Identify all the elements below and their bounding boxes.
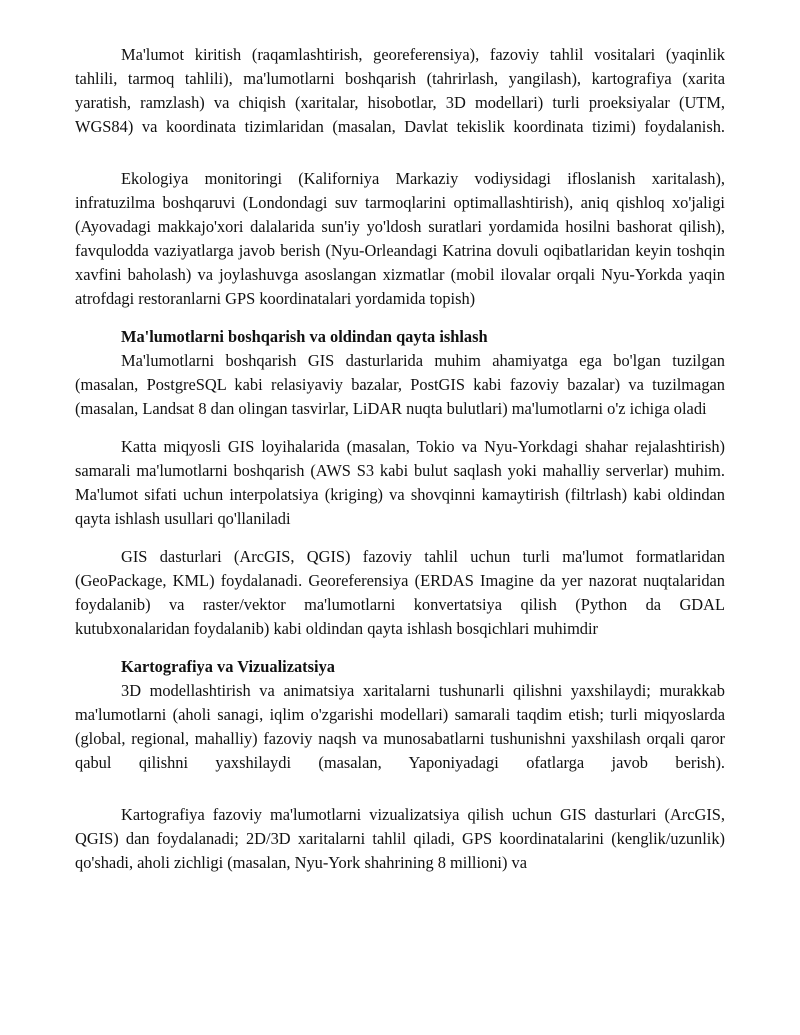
paragraph-gis-functions: Ma'lumot kiritish (raqamlashtirish, georeferensiya), fazoviy tahlil vositalari (yaqinlik tahlili, tarmoq tahlili), ma'lumotlarni boshqarish (tahrirlash, yangilash), kartografiya (xarita yaratish, ramzlash) va chiqish (xaritalar, hisobotlar, 3D modellari) turli proeksiyalar (UTM, WGS84) va koordinata tizimlaridan (masalan, Davlat tekislik koordinata tizimi) foydalanish.: [75, 45, 725, 136]
paragraph-3d-modelling: 3D modellashtirish va animatsiya xaritalarni tushunarli qilishni yaxshilaydi; murakkab ma'lumotlarni (aholi sanagi, iqlim o'zgarishi modellari) samarali taqdim etish; turli miqyoslarda (global, regional, mahalliy) fazoviy naqsh va munosabatlarni tushunishni yaxshilash orqali qaror qabul qilishni yaxshilaydi (masalan, Yaponiyadagi ofatlarga javob berish).: [75, 681, 725, 772]
paragraph-large-projects: Katta miqyosli GIS loyihalarida (masalan, Tokio va Nyu-Yorkdagi shahar rejalashtirish) samarali ma'lumotlarni boshqarish (AWS S3 kabi bulut saqlash yoki mahalliy serverlar) muhim. Ma'lumot sifati uchun interpolatsiya (kriging) va shovqinni kamaytirish (filtrlash) kabi oldindan qayta ishlash usullari qo'llaniladi: [75, 437, 725, 528]
paragraph-data-management: Ma'lumotlarni boshqarish GIS dasturlarida muhim ahamiyatga ega bo'lgan tuzilgan (masalan, PostgreSQL kabi relasiyaviy bazalar, PostGIS kabi fazoviy bazalar) va tuzilmagan (masalan, Landsat 8 dan olingan tasvirlar, LiDAR nuqta bulutlari) ma'lumotlarni o'z ichiga oladi: [75, 351, 725, 418]
paragraph-data-formats: GIS dasturlari (ArcGIS, QGIS) fazoviy tahlil uchun turli ma'lumot formatlaridan (GeoPackage, KML) foydalanadi. Georeferensiya (ERDAS Imagine da yer nazorat nuqtalaridan foydalanib) va raster/vektor ma'lumotlarni konvertatsiya qilish (Python da GDAL kutubxonalaridan foydalanib) kabi oldindan qayta ishlash bosqichlari muhimdir: [75, 547, 725, 638]
section-heading-data-management: Ma'lumotlarni boshqarish va oldindan qayta ishlash: [121, 327, 488, 346]
section-heading-cartography: Kartografiya va Vizualizatsiya: [121, 657, 335, 676]
paragraph-gis-applications: Ekologiya monitoringi (Kaliforniya Markaziy vodiysidagi ifloslanish xaritalash), infratuzilma boshqaruvi (Londondagi suv tarmoqlarini optimallashtirish), aniq qishloq xo'jaligi (Ayovadagi makkajo'xori dalalarida sun'iy yo'ldosh suratlari yordamida hosilni bashorat qilish), favqulodda vaziyatlarga javob berish (Nyu-Orleandagi Katrina dovuli oqibatlaridan keyin toshqin xavfini baholash) va joylashuvga asoslangan xizmatlar (mobil ilovalar orqali Nyu-Yorkda yaqin atrofdagi restoranlarni GPS koordinatalari yordamida topish): [75, 169, 725, 308]
paragraph-cartography-usage: Kartografiya fazoviy ma'lumotlarni vizualizatsiya qilish uchun GIS dasturlari (ArcGIS, QGIS) dan foydalanadi; 2D/3D xaritalarni tahlil qiladi, GPS koordinatalarini (kenglik/uzunlik) qo'shadi, aholi zichligi (masalan, Nyu-York shahrining 8 millioni) va: [75, 805, 725, 872]
document-body: [75, 43, 725, 875]
